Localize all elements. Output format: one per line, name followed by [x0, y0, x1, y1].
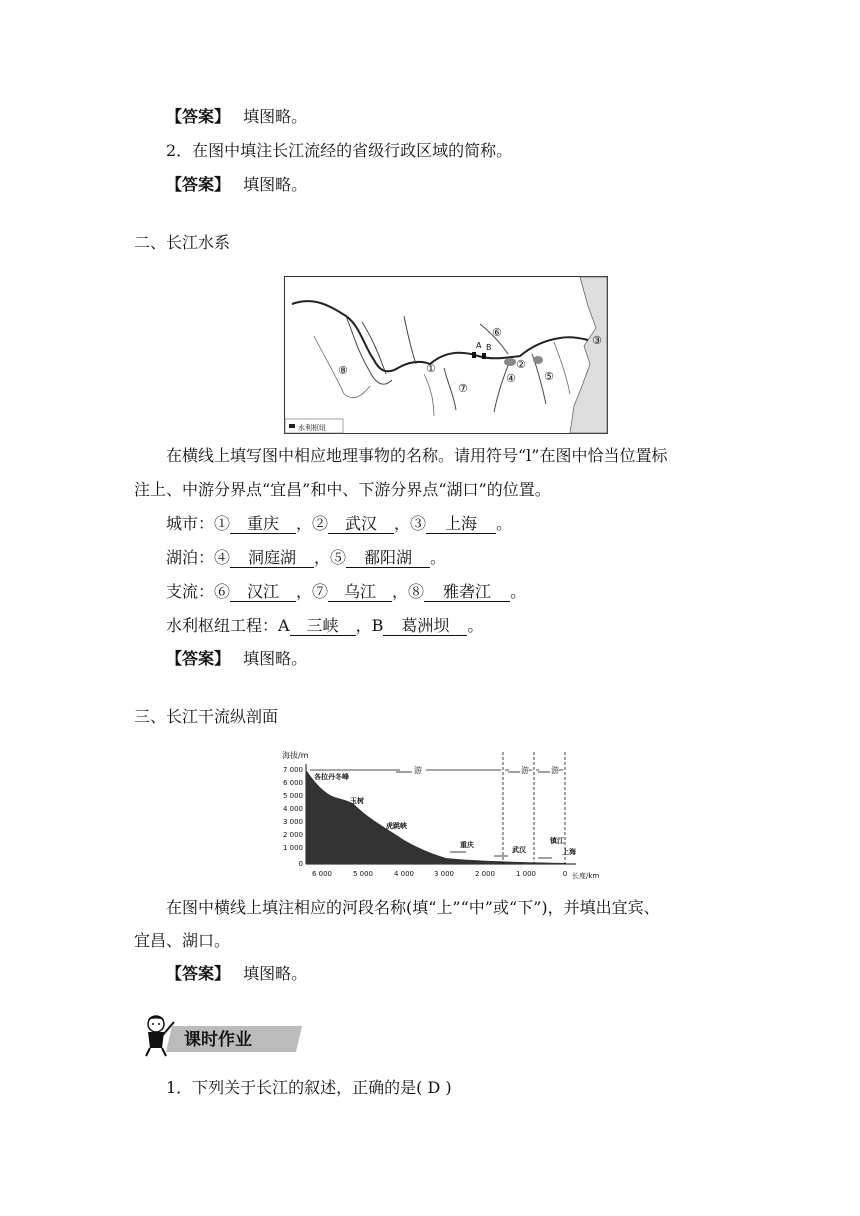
lake-number-5: ，⑤: [314, 548, 347, 567]
map-label-4: ④: [506, 372, 516, 385]
city-blank-1: 重庆: [230, 514, 296, 534]
homework-question-1: 1．下列关于长江的叙述，正确的是( D ): [166, 1078, 452, 1097]
segment-label-lower: 游: [551, 766, 559, 775]
section-heading-profile: 三、长江干流纵剖面: [134, 707, 279, 726]
badge-label: 课时作业: [184, 1030, 252, 1050]
yangtze-river-system-map: [284, 276, 608, 434]
x-tick: 3 000: [433, 870, 455, 878]
instruction-line-1: 在横线上填写图中相应地理事物的名称。请用符号“l”在图中恰当位置标: [166, 446, 668, 465]
x-tick: 0: [562, 870, 568, 878]
cities-end: 。: [496, 514, 513, 533]
place-label-zhenjiang: 镇江: [550, 837, 564, 845]
tributaries-label: 支流：: [166, 582, 215, 601]
projects-end: 。: [467, 616, 484, 635]
city-blank-3: 上海: [426, 514, 496, 534]
map-label-3: ③: [592, 334, 602, 347]
place-label-yushu: 玉树: [350, 797, 364, 805]
tributary-blank-8: 雅砻江: [424, 582, 510, 602]
answer-line-1: [166, 107, 307, 127]
lake-dongting-shape: [504, 358, 516, 366]
cities-line: [166, 514, 512, 534]
elevation-profile-area: [306, 770, 566, 864]
dam-marker-a: [472, 352, 476, 358]
answer-tag: 【答案】: [166, 175, 231, 194]
map-label-8: ⑧: [338, 364, 348, 377]
map-label-b: B: [486, 343, 492, 352]
y-tick: 6 000: [282, 779, 303, 787]
answer-tag: 【答案】: [166, 107, 231, 126]
map-label-6: ⑥: [492, 326, 502, 339]
tributaries-end: 。: [510, 582, 527, 601]
place-label-geladandong: 各拉丹冬峰: [314, 773, 349, 781]
y-tick: 7 000: [282, 766, 303, 774]
answer-line-2: [166, 175, 307, 195]
x-tick: 2 000: [474, 870, 496, 878]
y-tick: 4 000: [282, 805, 303, 813]
lake-blank-5: 鄱阳湖: [346, 548, 430, 568]
dam-marker-b: [482, 353, 486, 359]
tributary-number-6: ⑥: [214, 582, 231, 601]
yangtze-longitudinal-profile: [276, 748, 610, 882]
place-label-wuhan: 武汉: [512, 846, 526, 854]
answer-text: 填图略。: [243, 964, 308, 983]
lakes-label: 湖泊：: [166, 548, 215, 567]
y-tick: 1 000: [282, 844, 303, 852]
tributary-number-8: ，⑧: [392, 582, 425, 601]
lakes-line: [166, 548, 446, 568]
map-label-2: ②: [516, 358, 526, 371]
answer-text: 填图略。: [243, 649, 308, 668]
x-axis-title: 长度/km: [572, 872, 600, 880]
question-2: 2．在图中填注长江流经的省级行政区域的简称。: [166, 141, 513, 160]
x-tick: 5 000: [352, 870, 374, 878]
profile-instruction-line-1: 在图中横线上填注相应的河段名称(填“上”“中”或“下”)，并填出宜宾、: [166, 898, 660, 917]
projects-line: [166, 616, 483, 636]
map-label-1: ①: [426, 362, 436, 375]
y-tick: 0: [298, 860, 303, 868]
y-tick: 5 000: [282, 792, 303, 800]
tributary-blank-7: 乌江: [328, 582, 392, 602]
segment-label-upper: 游: [414, 766, 422, 775]
answer-tag: 【答案】: [166, 964, 231, 983]
answer-line-4: [166, 964, 307, 984]
tributary-blank-6: 汉江: [230, 582, 296, 602]
y-axis-title: 海拔/m: [282, 751, 309, 760]
profile-instruction-line-2: 宜昌、湖口。: [134, 931, 231, 950]
project-label-b: ，B: [355, 616, 384, 635]
lake-blank-4: 洞庭湖: [230, 548, 314, 568]
y-tick: 2 000: [282, 831, 303, 839]
y-tick: 3 000: [282, 818, 303, 826]
homework-badge: [136, 1012, 306, 1058]
instruction-line-2: 注上、中游分界点“宜昌”和中、下游分界点“湖口”的位置。: [134, 480, 551, 499]
x-tick: 4 000: [393, 870, 415, 878]
project-blank-b: 葛洲坝: [383, 616, 467, 636]
tributary-number-7: ，⑦: [296, 582, 329, 601]
lake-number-4: ④: [214, 548, 231, 567]
segment-label-middle: 游: [521, 766, 529, 775]
lakes-end: 。: [430, 548, 447, 567]
x-tick: 6 000: [311, 870, 333, 878]
map-label-a: A: [476, 341, 482, 350]
lake-poyang-shape: [533, 356, 543, 364]
project-blank-a: 三峡: [290, 616, 356, 636]
map-label-5: ⑤: [544, 370, 554, 383]
city-number-1: ①: [214, 514, 231, 533]
cities-label: 城市：: [166, 514, 215, 533]
place-label-hutiaoxia: 虎跳峡: [386, 822, 407, 830]
answer-text: 填图略。: [243, 175, 308, 194]
tributaries-line: [166, 582, 526, 602]
section-heading-water-system: 二、长江水系: [134, 233, 231, 252]
place-label-chongqing: 重庆: [460, 841, 474, 849]
answer-text: 填图略。: [243, 107, 308, 126]
legend-dam-symbol: [289, 424, 295, 428]
city-number-2: ，②: [296, 514, 329, 533]
answer-tag: 【答案】: [166, 649, 231, 668]
city-number-3: ，③: [394, 514, 427, 533]
city-blank-2: 武汉: [328, 514, 394, 534]
map-label-7: ⑦: [458, 382, 468, 395]
answer-line-3: [166, 649, 307, 669]
x-tick: 1 000: [515, 870, 537, 878]
map-legend-label: 水利枢纽: [298, 424, 326, 432]
place-label-shanghai: 上海: [562, 848, 576, 856]
projects-label: 水利枢纽工程：A: [166, 616, 290, 635]
segment-gap-upper: [400, 764, 426, 776]
